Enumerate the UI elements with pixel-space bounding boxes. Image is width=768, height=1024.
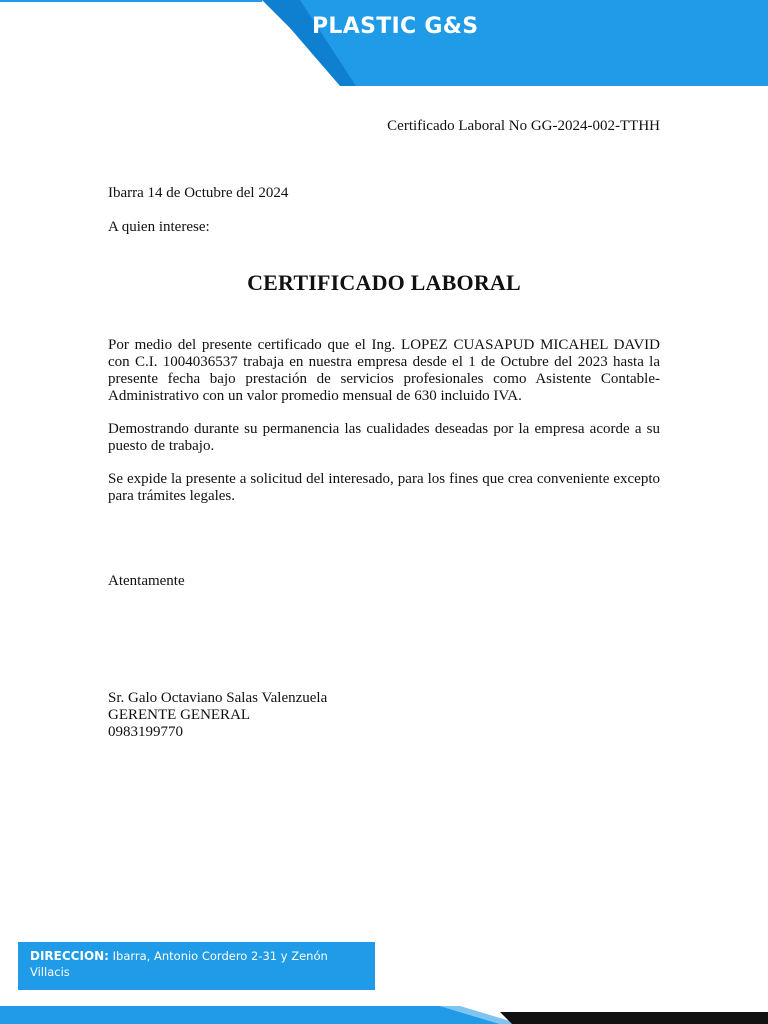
signer-position: GERENTE GENERAL (108, 707, 251, 723)
paragraph-qualities: Demostrando durante su permanencia las cualidades deseadas por la empresa acorde a su puesto de trabajo. (108, 421, 660, 454)
signature-block (108, 690, 327, 741)
paragraph-purpose: Se expide la presente a solicitud del interesado, para los fines que crea conveniente excepto para trámites legales. (108, 471, 660, 504)
address-text: Ibarra, Antonio Cordero 2-31 y Zenón Villacis (30, 949, 328, 979)
paragraph-employment: Por medio del presente certificado que el Ing. LOPEZ CUASAPUD MICAHEL DAVID con C.I. 1004036537 trabaja en nuestra empresa desde el 1 de Octubre del 2023 hasta la presente fecha bajo prestación de servicios profesionales como Asistente Contable-Administrativo con un valor promedio mensual de 630 incluido IVA. (108, 337, 660, 404)
document-title: CERTIFICADO LABORAL (247, 270, 521, 295)
address-label: DIRECCION: (30, 949, 109, 963)
header-band-shape (0, 0, 768, 86)
header-banner (0, 0, 768, 86)
date-line: Ibarra 14 de Octubre del 2024 (108, 185, 289, 201)
signer-name: Sr. Galo Octaviano Salas Valenzuela (108, 690, 328, 706)
signer-phone: 0983199770 (108, 724, 183, 740)
closing: Atentamente (108, 573, 185, 589)
document-reference: Certificado Laboral No GG-2024-002-TTHH (387, 118, 660, 134)
salutation: A quien interese: (108, 219, 210, 235)
company-name: PLASTIC G&S (312, 14, 479, 39)
footer-address (30, 948, 360, 980)
